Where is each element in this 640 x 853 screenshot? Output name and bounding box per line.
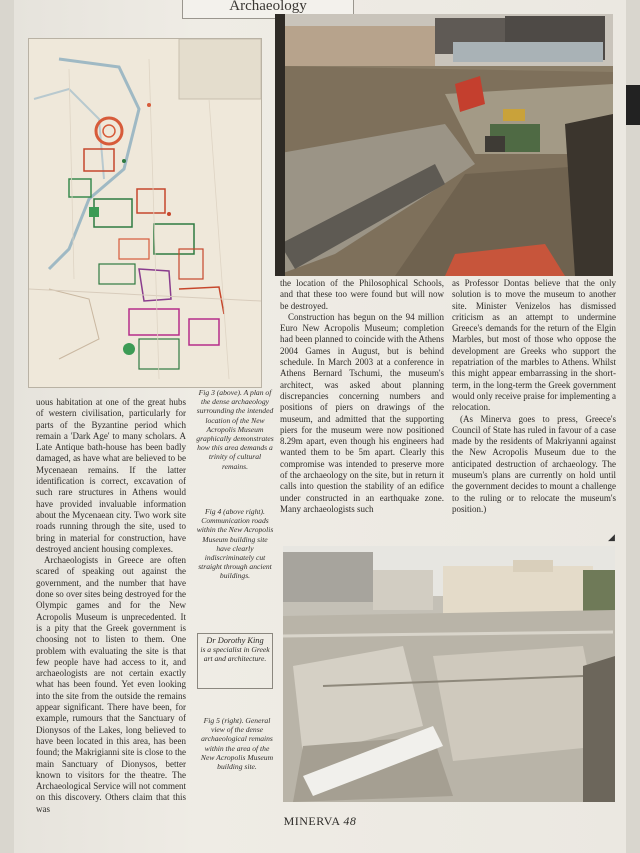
construction-site-photo	[275, 14, 613, 276]
construction-site-image	[275, 14, 613, 276]
body-paragraph: Construction has begun on the 94 million Euro New Acropolis Museum; completion had been planned to coincide with the Athens 2004 Games in August, but is behind schedule. In March 2003 at a conference in Athens Bernard Tschumi, the museum's architect, was asked about planning discrepancies concerning numbers and positions of piers on drawings of the museum, and admitted that the supporting piers for the museum were now positioned 8.29m apart, even though his engineers had wanted them to be 5m apart. Clearly this compromise was intended to preserve more of the archaeology on the site, but in return it calls into question the stability of an edifice under constructed in an earthquake zone. Many archaeologists such	[280, 311, 444, 514]
end-mark-icon: ◢	[608, 532, 615, 542]
body-paragraph: the location of the Philosophical Schools, and that these too were found but will now be destroyed.	[280, 278, 444, 311]
author-bio-box	[197, 633, 273, 689]
figure-3-caption: Fig 3 (above). A plan of the dense archaeology surrounding the intended location of the New Acropolis Museum graphically demonstrates how this area demands a trinity of cultural remains.	[196, 388, 274, 471]
site-plan-figure	[28, 38, 262, 388]
body-paragraph: (As Minerva goes to press, Greece's Council of State has ruled in favour of a case made by the residents of Makriyanni against the New Acropolis Museum due to the anticipated destruction of archaeology. The museum's plans are currently on hold until the government decides to mount a challenge to the ruling or to relocate the museum's position.)	[452, 413, 616, 514]
body-paragraph: as Professor Dontas believe that the only solution is to move the museum to another site. Minister Venizelos has dismissed criticism as an attempt to undermine Greece's demands for the return of the Elgin Marbles, but most of those who oppose the development are Greeks who support the repatriation of the marbles to Athens. Whilst this might appear embarrassing in the short-term, in the long-term the Greek government would only receive praise for implementing a relocation.	[452, 278, 616, 413]
body-column-right	[452, 278, 616, 515]
magazine-name: MINERVA	[283, 814, 340, 828]
general-view-photo	[283, 546, 615, 802]
body-column-left	[36, 397, 186, 815]
section-header: Archaeology	[182, 0, 354, 19]
figure-5-caption: Fig 5 (right). General view of the dense archaeological remains within the area of the New Acropolis Museum building site.	[200, 716, 274, 772]
body-paragraph: uous habitation at one of the great hubs of western civilisation, particularly for parts of the Byzantine period which remain a 'Dark Age' to many scholars. A Late Antique bath-house has been badly damaged, as have what are believed to be Mycenaean remains. If the latter identification is correct, excavation of such rare structures in Athens would have provided invaluable information about the Mycenaean city. Two work site roads running through the site, used to bring in material for construction, have destroyed ancient housing complexes.	[36, 397, 186, 554]
author-bio: is a specialist in Greek art and architecture.	[200, 645, 270, 663]
figure-4-caption: Fig 4 (above right). Communication roads within the New Acropolis Museum building site have clearly indiscriminately cut straight through ancient buildings.	[196, 507, 274, 581]
page-footer	[0, 814, 640, 829]
body-column-middle	[280, 278, 444, 515]
site-plan-drawing	[29, 39, 261, 387]
page-number: 48	[343, 814, 357, 828]
author-name: Dr Dorothy King	[206, 636, 264, 645]
adjacent-page-edge	[626, 85, 640, 125]
body-paragraph: Archaeologists in Greece are often scared of speaking out against the government, and the number that have done so over sites being destroyed for the Olympic games and for the New Acropolis Museum is unprecedented. It is a pity that the Greek government is choosing not to listen to them. One problem with evaluating the site is that few people have had access to it, and archaeologists are not certain exactly what has been found. Yet even looking into the site from the outside the remains appear significant. There have been, for example, rumours that the Sanctuary of Dionysos of the Lakes, long believed to have been located in this area, has been found; the Makrigianni site is close to the main Sanctuary of Dionysos, better known to visitors for the theatre. The Archaeological Service will not comment on this discovery. Others claim that this was	[36, 555, 186, 814]
general-view-image	[283, 546, 615, 802]
